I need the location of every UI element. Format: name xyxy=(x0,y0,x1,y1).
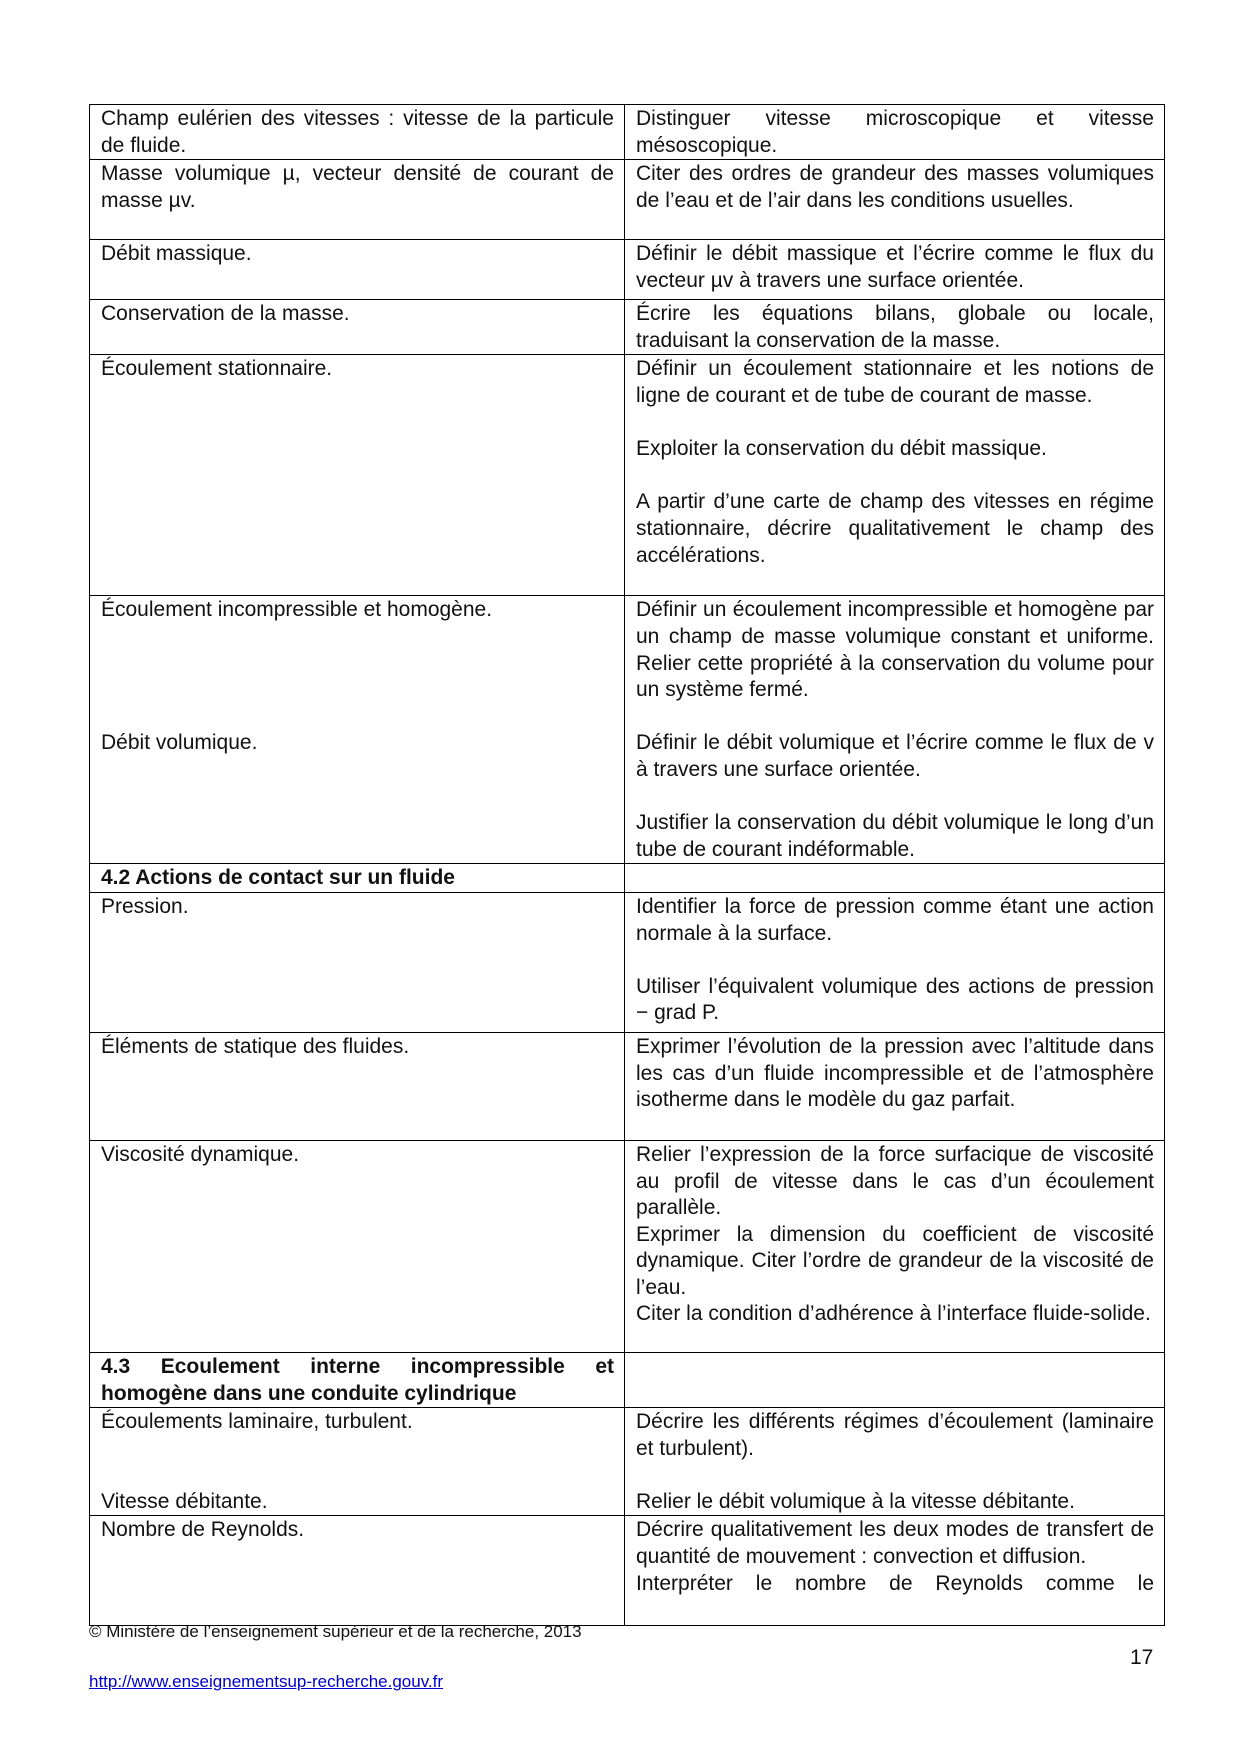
capacity-text: Identifier la force de pression comme étant une action normale à la surface. xyxy=(636,894,1154,945)
table-row xyxy=(90,1516,1165,1626)
notion-cell: Pression. xyxy=(90,892,625,1032)
capacity-cell xyxy=(625,1140,1165,1352)
capacity-text: Justifier la conservation du débit volumique le long d’un tube de courant indéformable. xyxy=(636,811,1154,861)
capacity-text: Définir un écoulement stationnaire et les notions de ligne de courant et de tube de courant de masse. xyxy=(636,357,1154,407)
table-row xyxy=(90,1032,1165,1140)
table-row xyxy=(90,300,1165,355)
empty-cell xyxy=(625,1352,1165,1407)
capacity-text: A partir d’une carte de champ des vitesses en régime stationnaire, décrire qualitativement le champ des accélérations. xyxy=(636,490,1154,567)
capacity-text: Décrire les différents régimes d’écoulement (laminaire et turbulent). xyxy=(636,1410,1154,1460)
capacity-text: Interpréter le nombre de Reynolds comme le xyxy=(636,1571,1154,1595)
table-row xyxy=(90,892,1165,1032)
notion-cell: Viscosité dynamique. xyxy=(90,1140,625,1352)
capacity-text: Définir le débit volumique et l’écrire comme le flux de v à travers une surface orientée. xyxy=(636,731,1154,781)
table-row xyxy=(90,240,1165,300)
section-row xyxy=(90,1352,1165,1407)
copyright: © Ministère de l’enseignement supérieur et de la recherche, 2013 xyxy=(89,1622,582,1641)
notion-text: Débit volumique. xyxy=(101,730,258,754)
page-number: 17 xyxy=(1130,1646,1154,1669)
notion-text: Écoulements laminaire, turbulent. xyxy=(101,1410,413,1434)
table-row xyxy=(90,355,1165,596)
notion-text: Écoulement incompressible et homogène. xyxy=(101,598,493,622)
section-heading: 4.2 Actions de contact sur un fluide xyxy=(90,864,625,893)
notion-text: Écoulement stationnaire. xyxy=(101,357,333,381)
notion-cell xyxy=(90,355,625,596)
capacity-text: Relier le débit volumique à la vitesse débitante. xyxy=(636,1489,1075,1513)
empty-cell xyxy=(625,864,1165,893)
section-heading: 4.3 Ecoulement interne incompressible et homogène dans une conduite cylindrique xyxy=(90,1352,625,1407)
capacity-cell xyxy=(625,1408,1165,1516)
section-row xyxy=(90,864,1165,893)
capacity-text: Décrire qualitativement les deux modes de transfert de quantité de mouvement : convection et diffusion. xyxy=(636,1518,1154,1569)
notion-cell xyxy=(90,1408,625,1516)
capacity-text: Exprimer la dimension du coefficient de viscosité dynamique. Citer l’ordre de grandeur de la viscosité de l’eau. xyxy=(636,1222,1154,1299)
notion-cell: Conservation de la masse. xyxy=(90,300,625,355)
capacity-text: Définir un écoulement incompressible et homogène par un champ de masse volumique constant et uniforme. Relier cette propriété à la conservation du volume pour un système fermé. xyxy=(636,598,1154,702)
table-row xyxy=(90,1140,1165,1352)
ministry-link[interactable]: http://www.enseignementsup-recherche.gouv.fr xyxy=(89,1672,444,1691)
capacity-cell: Citer des ordres de grandeur des masses volumiques de l’eau et de l’air dans les conditions usuelles. xyxy=(625,160,1165,240)
table-row xyxy=(90,105,1165,160)
capacity-text: Exploiter la conservation du débit massique. xyxy=(636,437,1047,461)
capacity-text: Utiliser l’équivalent volumique des actions de pression − grad P. xyxy=(636,974,1154,1025)
notion-cell xyxy=(90,596,625,864)
capacity-cell xyxy=(625,355,1165,596)
table-row xyxy=(90,1408,1165,1516)
capacity-cell xyxy=(625,892,1165,1032)
capacity-cell xyxy=(625,596,1165,864)
notion-cell: Nombre de Reynolds. xyxy=(90,1516,625,1626)
capacity-cell xyxy=(625,1516,1165,1626)
notion-cell: Débit massique. xyxy=(90,240,625,300)
table-row xyxy=(90,160,1165,240)
table-row xyxy=(90,596,1165,864)
notion-cell: Masse volumique µ, vecteur densité de courant de masse µv. xyxy=(90,160,625,240)
capacity-text: Relier l’expression de la force surfacique de viscosité au profil de vitesse dans le cas d’un écoulement parallèle. xyxy=(636,1142,1154,1220)
capacity-cell: Exprimer l’évolution de la pression avec l’altitude dans les cas d’un fluide incompressible et de l’atmosphère isotherme dans le modèle du gaz parfait. xyxy=(625,1032,1165,1140)
notion-text: Vitesse débitante. xyxy=(101,1489,268,1513)
capacity-cell: Écrire les équations bilans, globale ou locale, traduisant la conservation de la masse. xyxy=(625,300,1165,355)
capacity-cell: Distinguer vitesse microscopique et vitesse mésoscopique. xyxy=(625,105,1165,160)
notion-cell: Éléments de statique des fluides. xyxy=(90,1032,625,1140)
program-table xyxy=(89,104,1165,1626)
notion-cell: Champ eulérien des vitesses : vitesse de la particule de fluide. xyxy=(90,105,625,160)
capacity-text: Citer la condition d’adhérence à l’interface fluide-solide. xyxy=(636,1302,1151,1326)
capacity-cell: Définir le débit massique et l’écrire comme le flux du vecteur µv à travers une surface orientée. xyxy=(625,240,1165,300)
